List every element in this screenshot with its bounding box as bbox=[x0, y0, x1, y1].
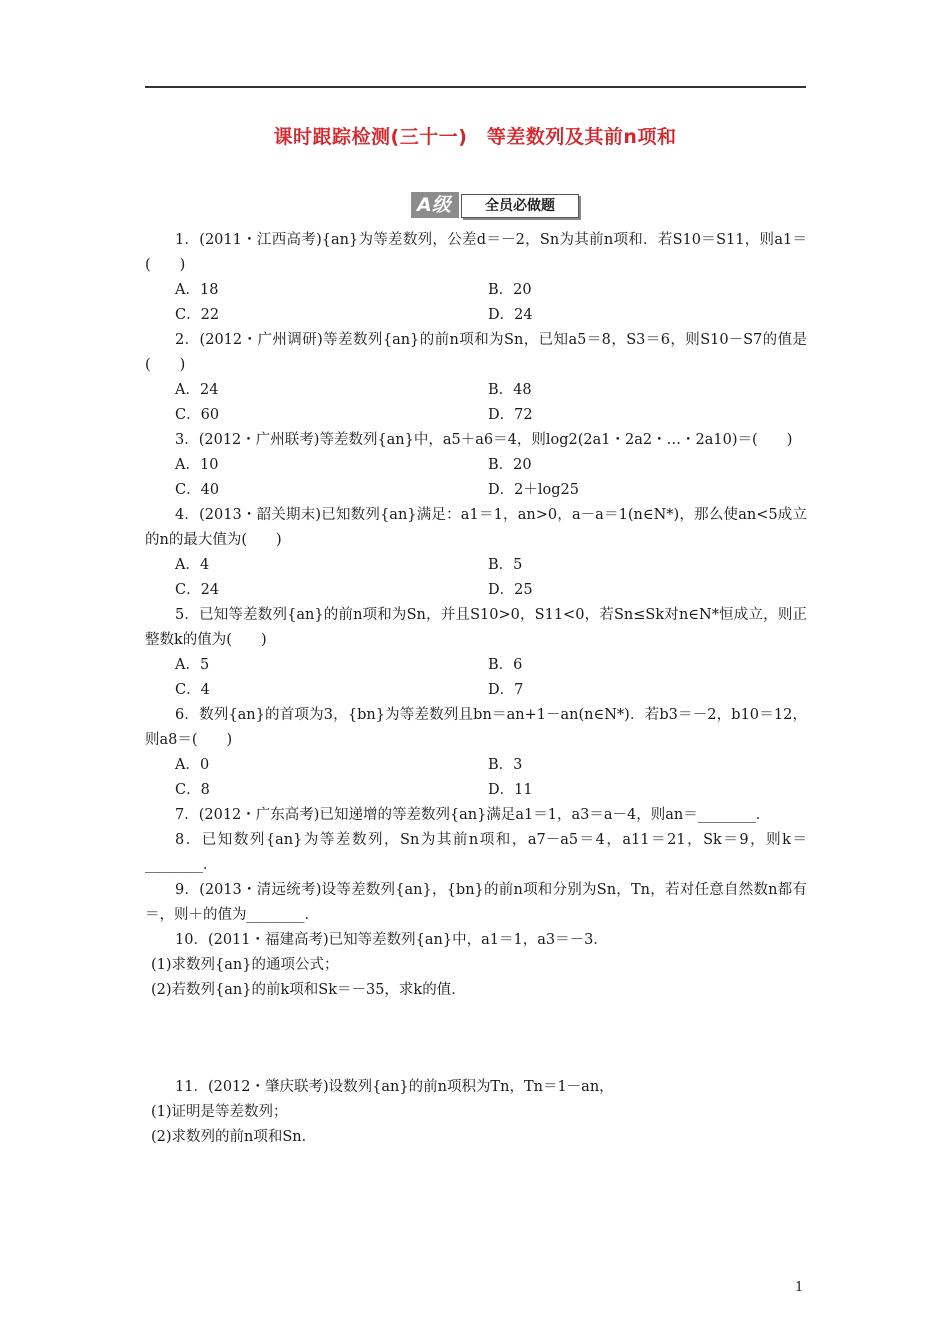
options-row bbox=[145, 278, 807, 303]
page-title: 课时跟踪检测(三十一) 等差数列及其前n项和 bbox=[273, 126, 677, 148]
top-rule bbox=[145, 86, 806, 88]
options-row bbox=[145, 378, 807, 403]
options-row bbox=[145, 753, 807, 778]
option-d: D．11 bbox=[488, 782, 533, 798]
options-row bbox=[145, 478, 807, 503]
option-a: A．10 bbox=[175, 457, 219, 473]
question-2: 2．(2012・广州调研)等差数列{an}的前n项和为Sn，已知a5＝8，S3＝6，则S10－S7的值是( ) bbox=[145, 332, 807, 373]
options-row bbox=[145, 778, 807, 803]
options-row bbox=[145, 403, 807, 428]
option-d: D．72 bbox=[488, 407, 533, 423]
option-c: C．8 bbox=[175, 782, 210, 798]
option-b: B．48 bbox=[488, 382, 532, 398]
option-d: D．2＋log25 bbox=[488, 482, 579, 498]
option-b: B．3 bbox=[488, 757, 523, 773]
option-a: A．0 bbox=[175, 757, 210, 773]
option-b: B．5 bbox=[488, 557, 523, 573]
option-a: A．18 bbox=[175, 282, 219, 298]
option-d: D．25 bbox=[488, 582, 533, 598]
sub-question: (2)求数列的前n项和Sn． bbox=[151, 1129, 317, 1145]
question-11: 11．(2012・肇庆联考)设数列{an}的前n项积为Tn，Tn＝1－an， bbox=[175, 1079, 614, 1095]
question-1: 1．(2011・江西高考){an}为等差数列，公差d＝－2，Sn为其前n项和．若S10＝S11，则a1＝( ) bbox=[145, 232, 807, 273]
option-a: A．24 bbox=[175, 382, 219, 398]
option-b: B．20 bbox=[488, 282, 532, 298]
question-8: 8．已知数列{an}为等差数列，Sn为其前n项和，a7－a5＝4，a11＝21，Sk＝9，则k＝________． bbox=[145, 832, 807, 873]
option-d: D．7 bbox=[488, 682, 524, 698]
options-row bbox=[145, 578, 807, 603]
question-7: 7．(2012・广东高考)已知递增的等差数列{an}满足a1＝1，a3＝a－4，则an＝________． bbox=[175, 807, 771, 823]
option-b: B．6 bbox=[488, 657, 523, 673]
question-6: 6．数列{an}的首项为3，{bn}为等差数列且bn＝an+1－an(n∈N*)．若b3＝－2，b10＝12，则a8＝( ) bbox=[145, 707, 807, 748]
sub-question: (1)证明是等差数列； bbox=[151, 1104, 288, 1120]
option-b: B．20 bbox=[488, 457, 532, 473]
option-c: C．4 bbox=[175, 682, 210, 698]
option-d: D．24 bbox=[488, 307, 533, 323]
option-c: C．60 bbox=[175, 407, 220, 423]
question-4: 4．(2013・韶关期末)已知数列{an}满足：a1＝1，an>0，a－a＝1(n∈N*)，那么使an<5成立的n的最大值为( ) bbox=[145, 507, 807, 548]
sub-question: (2)若数列{an}的前k项和Sk＝－35，求k的值． bbox=[151, 982, 466, 998]
option-c: C．22 bbox=[175, 307, 220, 323]
options-row bbox=[145, 453, 807, 478]
level-badge: A级 bbox=[411, 192, 459, 218]
option-a: A．4 bbox=[175, 557, 210, 573]
page-number: 1 bbox=[795, 1280, 804, 1295]
sub-question: (1)求数列{an}的通项公式； bbox=[151, 957, 339, 973]
question-3: 3．(2012・广州联考)等差数列{an}中，a5＋a6＝4，则log2(2a1・2a2・…・2a10)＝( ) bbox=[175, 432, 793, 448]
level-banner bbox=[411, 192, 571, 220]
question-5: 5．已知等差数列{an}的前n项和为Sn，并且S10>0，S11<0，若Sn≤Sk对n∈N*恒成立，则正整数k的值为( ) bbox=[145, 607, 807, 648]
option-a: A．5 bbox=[175, 657, 210, 673]
options-row bbox=[145, 653, 807, 678]
question-9: 9．(2013・清远统考)设等差数列{an}，{bn}的前n项和分别为Sn，Tn，若对任意自然数n都有＝，则＋的值为________． bbox=[145, 882, 807, 923]
options-row bbox=[145, 678, 807, 703]
level-label: 全员必做题 bbox=[461, 194, 579, 218]
options-row bbox=[145, 303, 807, 328]
question-list bbox=[145, 228, 807, 1150]
option-c: C．24 bbox=[175, 582, 220, 598]
option-c: C．40 bbox=[175, 482, 220, 498]
options-row bbox=[145, 553, 807, 578]
question-10: 10．(2011・福建高考)已知等差数列{an}中，a1＝1，a3＝－3． bbox=[175, 932, 608, 948]
